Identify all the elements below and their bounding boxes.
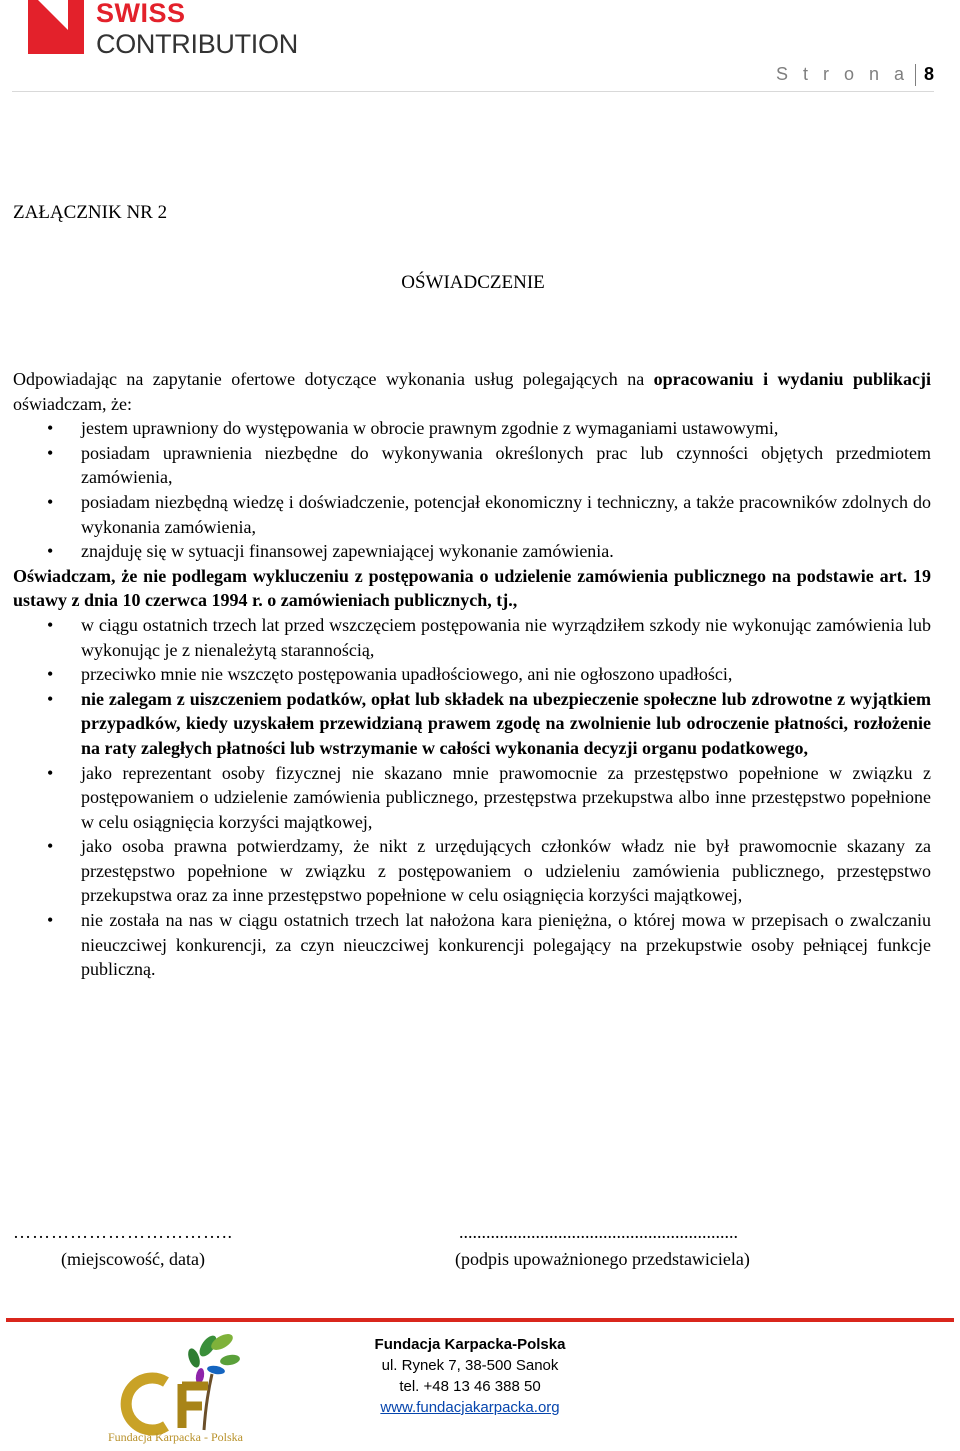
list-item: • przeciwko mnie nie wszczęto postępowania upadłościowego, ani nie ogłoszono upadłości, <box>13 662 931 687</box>
intro-paragraph: Odpowiadając na zapytanie ofertowe dotyczące wykonania usług polegających na opracowaniu i wydaniu publikacji oświadczam, że: <box>13 369 931 414</box>
list-item: • jestem uprawniony do występowania w obrocie prawnym zgodnie z wymaganiami ustawowymi, <box>13 416 931 441</box>
footer-website-link[interactable]: www.fundacjakarpacka.org <box>380 1399 560 1416</box>
header-divider <box>12 91 934 92</box>
qualification-list <box>13 416 931 564</box>
swiss-contribution-logo <box>28 0 328 60</box>
list-item: • posiadam niezbędną wiedzę i doświadczenie, potencjał ekonomiczny i techniczny, a także pracowników zdolnych do wykonania zamówienia, <box>13 490 931 539</box>
signature-label: (podpis upoważnionego przedstawiciela) <box>455 1249 750 1269</box>
exclusion-list <box>13 613 931 982</box>
footer-divider <box>6 1318 954 1322</box>
intro-subject: opracowaniu i wydaniu publikacji <box>653 369 931 389</box>
swiss-flag-icon <box>28 0 84 54</box>
list-item: • jako osoba prawna potwierdzamy, że nikt z urzędujących członków władz nie był prawomocnie skazany za przestępstwo popełnione w związku z postępowaniem o udzieleniu zamówienia publicznego, przestępstwo przekupstwa oraz za inne przestępstwo popełnione w celu osiągnięcia korzyści majątkowej, <box>13 834 931 908</box>
footer-phone: tel. +48 13 46 388 50 <box>399 1378 541 1395</box>
page-number: 8 <box>923 64 934 84</box>
list-item: • posiadam uprawnienia niezbędne do wykonywania określonych prac lub czynności objętych przedmiotem zamówienia, <box>13 441 931 490</box>
page-number-indicator <box>776 64 934 86</box>
fundacja-karpacka-logo-icon <box>104 1330 264 1446</box>
list-item: • w ciągu ostatnich trzech lat przed wszczęciem postępowania nie wyrządziłem szkody nie wykonując zamówienia lub wykonując je z nienależytą starannością, <box>13 613 931 662</box>
annex-heading: ZAŁĄCZNIK NR 2 <box>13 202 168 223</box>
place-date-line: …………………………….. <box>13 1222 233 1242</box>
footer-logo-caption: Fundacja Karpacka - Polska <box>108 1430 243 1444</box>
place-date-label: (miejscowość, data) <box>61 1249 205 1269</box>
logo-contribution-text: CONTRIBUTION <box>96 29 298 59</box>
document-body <box>13 367 931 982</box>
logo-swiss-text: SWISS <box>96 0 186 28</box>
footer-contact <box>330 1334 610 1418</box>
footer-org-name: Fundacja Karpacka-Polska <box>374 1336 566 1353</box>
document-title: OŚWIADCZENIE <box>401 272 545 293</box>
list-item: • znajduję się w sytuacji finansowej zapewniającej wykonanie zamówienia. <box>13 539 931 564</box>
page-label: S t r o n a <box>775 64 909 84</box>
list-item: • nie została na nas w ciągu ostatnich trzech lat nałożona kara pieniężna, o której mowa w przepisach o zwalczaniu nieuczciwej konkurencji, za czyn nieuczciwej konkurencji polegający na przekupstwie osoby pełniącej funkcje publiczną. <box>13 908 931 982</box>
representative-signature <box>455 1222 750 1270</box>
list-item: • jako reprezentant osoby fizycznej nie skazano mnie prawomocnie za przestępstwo popełnione w związku z postępowaniem o udzielenie zamówienia publicznego, przestępstwa przekupstwa albo inne przestępstwo popełnione w celu osiągnięcia korzyści majątkowej, <box>13 761 931 835</box>
exclusion-declaration: Oświadczam, że nie podlegam wykluczeniu z postępowania o udzielenie zamówienia publicznego na podstawie art. 19 ustawy z dnia 10 czerwca 1994 r. o zamówieniach publicznych, tj., <box>13 565 931 611</box>
signature-line: .............................................................. <box>459 1222 738 1242</box>
page-separator <box>915 64 916 86</box>
place-date-signature <box>13 1222 233 1270</box>
list-item: • nie zalegam z uiszczeniem podatków, opłat lub składek na ubezpieczenie społeczne lub zdrowotne z wyjątkiem przypadków, kiedy uzyskałem przewidzianą prawem zgodę na zwolnienie lub odroczenie płatności, rozłożenie na raty zaległych płatności lub wstrzymanie w całości wykonania decyzji organu podatkowego, <box>13 687 931 761</box>
footer-address: ul. Rynek 7, 38-500 Sanok <box>381 1357 559 1374</box>
